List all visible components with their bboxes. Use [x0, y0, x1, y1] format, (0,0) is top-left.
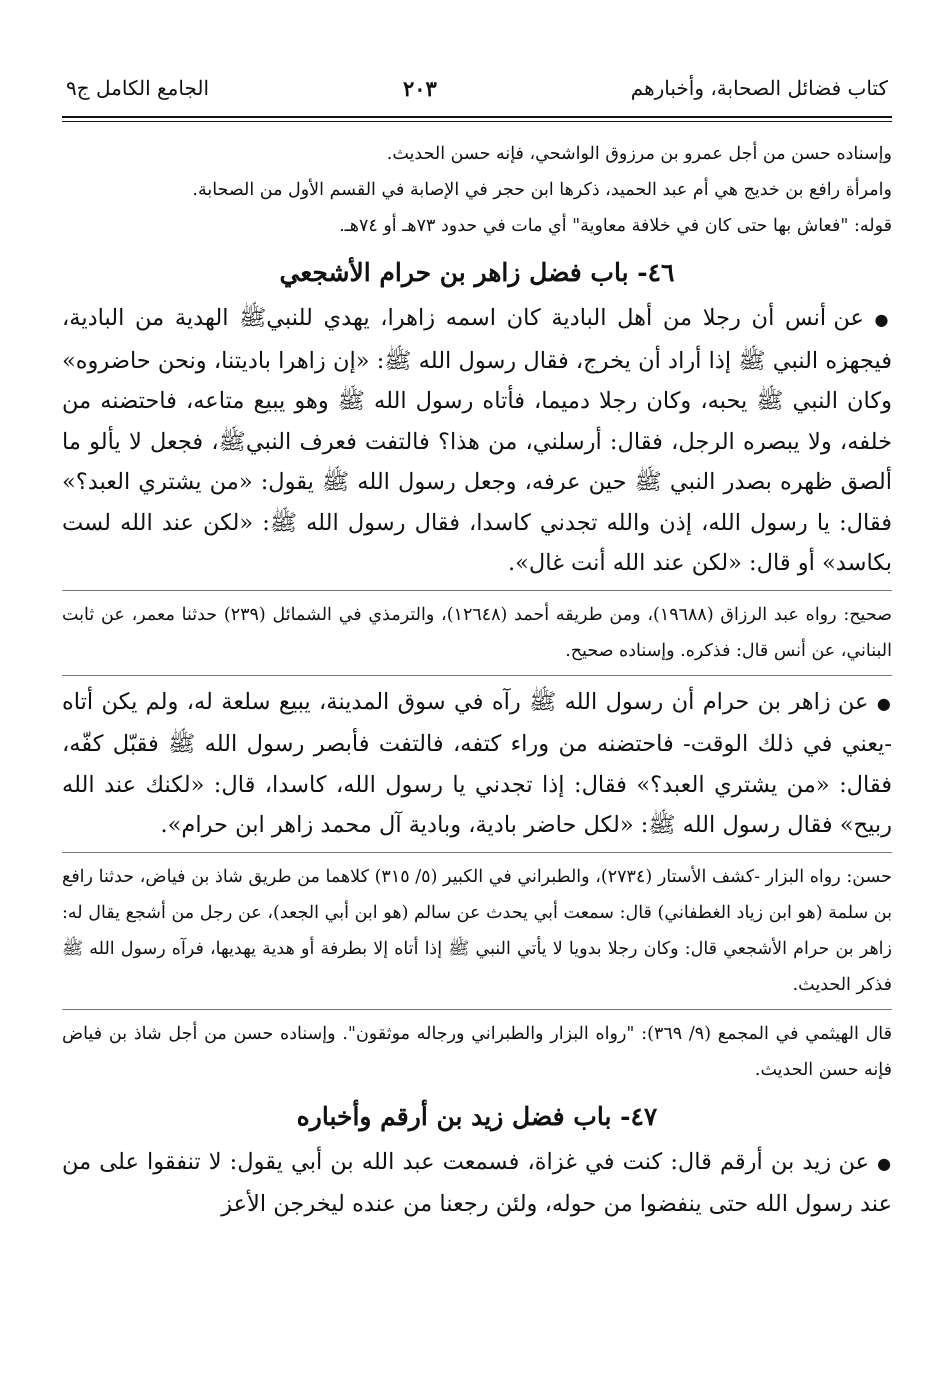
takhrij-note: حسن: رواه البزار -كشف الأستار (٢٧٣٤)، والطبراني في الكبير (٥/ ٣١٥) كلاهما من طريق شاذ بن فياض، حدثنا رافع بن سلمة (هو ابن زياد الغطفاني) قال: سمعت أبي يحدث عن سالم (هو ابن أبي الجعد)، عن رجل من أشجع يقال له: زاهر بن حرام الأشجعي قال: وكان رجلا بدويا لا يأتي النبي ﷺ إذا أتاه إلا بطرفة أو هدية يهديها، فرآه رسول الله ﷺ فذكر الحديث. — [62, 866, 892, 995]
intro-note: وإسناده حسن من أجل عمرو بن مرزوق الواشحي، فإنه حسن الحديث. — [386, 144, 892, 164]
divider — [62, 590, 892, 591]
hadith-body: عن زيد بن أرقم قال: كنت في غزاة، فسمعت عبد الله بن أبي يقول: لا تنفقوا على من عند رسول الله حتى ينفضوا من حوله، ولئن رجعنا من عنده ليخرجن الأعز — [62, 1148, 892, 1217]
intro-note: قوله: "فعاش بها حتى كان في خلافة معاوية" أي مات في حدود ٧٣هـ أو ٧٤هـ. — [339, 216, 892, 236]
hadith-text — [62, 298, 892, 584]
header-rule-thin — [62, 121, 892, 122]
bullet-icon: ● — [876, 693, 892, 713]
hadith-text — [62, 1142, 892, 1225]
running-header — [62, 70, 892, 106]
chapter-heading-47: ٤٧- باب فضل زيد بن أرقم وأخباره — [296, 1101, 658, 1131]
chapter-heading-46: ٤٦- باب فضل زاهر بن حرام الأشجعي — [279, 258, 675, 287]
takhrij-note: صحيح: رواه عبد الرزاق (١٩٦٨٨)، ومن طريقه أحمد (١٢٦٤٨)، والترمذي في الشمائل (٢٣٩) حدثنا معمر، عن ثابت البناني، عن أنس قال: فذكره. وإسناده صحيح. — [62, 604, 892, 661]
takhrij-note: قال الهيثمي في المجمع (٩/ ٣٦٩): "رواه البزار والطبراني ورجاله موثقون". وإسناده حسن من أجل شاذ بن فياض فإنه حسن الحديث. — [62, 1023, 892, 1080]
intro-note: وامرأة رافع بن خديج هي أم عبد الحميد، ذكرها ابن حجر في الإصابة في القسم الأول من الصحابة. — [192, 180, 892, 200]
hadith-text — [62, 682, 892, 846]
divider — [62, 1009, 892, 1010]
page-number: ٢٠٣ — [402, 75, 437, 101]
divider — [62, 852, 892, 853]
hadith-body: عن أنس أن رجلا من أهل البادية كان اسمه زاهرا، يهدي للنبيﷺ الهدية من البادية، فيجهزه النبي ﷺ إذا أراد أن يخرج، فقال رسول الله ﷺ: «إن زاهرا باديتنا، ونحن حاضروه» وكان النبي ﷺ يحبه، وكان رجلا دميما، فأتاه رسول الله ﷺ وهو يبيع متاعه، فاحتضنه من خلفه، ولا يبصره الرجل، فقال: أرسلني، من هذا؟ فالتفت فعرف النبيﷺ، فجعل لا يألو ما ألصق ظهره بصدر النبي ﷺ حين عرفه، وجعل رسول الله ﷺ يقول: «من يشتري العبد؟» فقال: يا رسول الله، إذن والله تجدني كاسدا، فقال رسول الله ﷺ: «لكن عند الله لست بكاسد» أو قال: «لكن عند الله أنت غال». — [62, 305, 892, 576]
header-volume-title: الجامع الكامل ج٩ — [66, 76, 210, 100]
header-rule — [62, 116, 892, 118]
book-page — [62, 70, 892, 1225]
header-book-title: كتاب فضائل الصحابة، وأخبارهم — [630, 76, 888, 100]
bullet-icon: ● — [874, 310, 892, 329]
hadith-body: عن زاهر بن حرام أن رسول الله ﷺ رآه في سوق المدينة، يبيع سلعة له، ولم يكن أتاه -يعني في ذلك الوقت- فاحتضنه من وراء كتفه، فالتفت فأبصر رسول الله ﷺ فقبّل كفّه، فقال: «من يشتري العبد؟» فقال: إذا تجدني يا رسول الله، كاسدا، قال: «لكنك عند الله ربيح» فقال رسول الله ﷺ: «لكل حاضر بادية، وبادية آل محمد زاهر ابن حرام». — [62, 688, 892, 838]
divider — [62, 675, 892, 676]
bullet-icon: ● — [877, 1153, 892, 1173]
